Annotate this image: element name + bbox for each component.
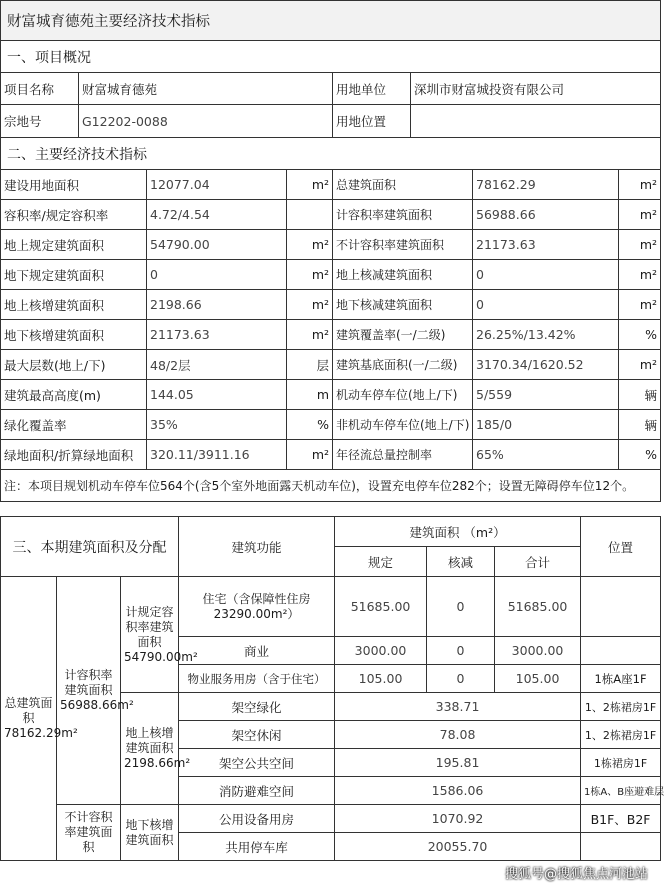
merged-value: 1070.92 (335, 805, 581, 833)
unit-cell: 辆 (619, 410, 661, 440)
merged-value: 338.71 (335, 693, 581, 721)
unit-cell: % (619, 320, 661, 350)
position-cell (581, 637, 661, 665)
indicator-note: 注：本项目规划机动车停车位564个(含5个室外地面露天机动车位)，设置充电停车位282个；设置无障碍停车位12个。 (1, 470, 661, 502)
value-cell: 65% (473, 440, 619, 470)
unit-cell (287, 200, 333, 230)
above-add-label: 地上核增建筑面积2198.66m² (121, 693, 179, 805)
page-title: 财富城育德苑主要经济技术指标 (1, 1, 661, 41)
position-cell: 1栋A座1F (581, 665, 661, 693)
unit-cell: % (287, 410, 333, 440)
position-cell: 1、2栋裙房1F (581, 721, 661, 749)
unit-cell: m² (619, 200, 661, 230)
merged-value: 20055.70 (335, 833, 581, 861)
col-header-area: 建筑面积 （m²） (335, 517, 581, 547)
reduce-value: 0 (427, 637, 495, 665)
table-row (1, 410, 661, 440)
position-cell (581, 577, 661, 637)
label-cell: 宗地号 (1, 105, 79, 138)
value-cell: 深圳市财富城投资有限公司 (411, 73, 661, 105)
unit-cell: m² (287, 170, 333, 200)
project-overview-table (0, 0, 661, 138)
unit-cell: m² (619, 290, 661, 320)
label-cell: 地下规定建筑面积 (1, 260, 147, 290)
function-cell: 公用设备用房 (179, 805, 335, 833)
section-heading-indicators: 二、主要经济技术指标 (1, 138, 661, 170)
value-cell: 35% (147, 410, 287, 440)
unit-cell: m² (287, 290, 333, 320)
table-row (1, 230, 661, 260)
table-row (1, 380, 661, 410)
position-cell (581, 833, 661, 861)
value-cell (411, 105, 661, 138)
label-cell: 建设用地面积 (1, 170, 147, 200)
value-cell: 财富城育德苑 (79, 73, 333, 105)
table-row (1, 105, 661, 138)
col-header-rule: 规定 (335, 547, 427, 577)
value-cell: 144.05 (147, 380, 287, 410)
label-cell: 建筑基底面积(一/二级) (333, 350, 473, 380)
label-cell: 机动车停车位(地上/下) (333, 380, 473, 410)
col-header-total: 合计 (495, 547, 581, 577)
function-cell: 架空休闲 (179, 721, 335, 749)
value-cell: 4.72/4.54 (147, 200, 287, 230)
label-cell: 总建筑面积 (333, 170, 473, 200)
value-cell: 54790.00 (147, 230, 287, 260)
table-row (1, 260, 661, 290)
table-row (1, 200, 661, 230)
col-header-position: 位置 (581, 517, 661, 577)
merged-value: 195.81 (335, 749, 581, 777)
unit-cell: % (619, 440, 661, 470)
value-cell: 185/0 (473, 410, 619, 440)
value-cell: 56988.66 (473, 200, 619, 230)
unit-cell: 层 (287, 350, 333, 380)
reduce-value: 0 (427, 577, 495, 637)
unit-cell: m² (619, 170, 661, 200)
unit-cell: m² (619, 260, 661, 290)
position-cell: 1、2栋裙房1F (581, 693, 661, 721)
position-cell: 1栋裙房1F (581, 749, 661, 777)
col-header-function: 建筑功能 (179, 517, 335, 577)
label-cell: 容积率/规定容积率 (1, 200, 147, 230)
value-cell: 0 (147, 260, 287, 290)
unit-cell: m² (287, 230, 333, 260)
unit-cell: m² (287, 440, 333, 470)
function-cell: 消防避难空间 (179, 777, 335, 805)
value-cell: 78162.29 (473, 170, 619, 200)
area-distribution-table (0, 516, 664, 861)
col-header-reduce: 核减 (427, 547, 495, 577)
label-cell: 绿化覆盖率 (1, 410, 147, 440)
label-cell: 项目名称 (1, 73, 79, 105)
watermark: 搜狐号@搜狐焦点河池站 (504, 867, 648, 882)
label-cell: 非机动车停车位(地上/下) (333, 410, 473, 440)
value-cell: G12202-0088 (79, 105, 333, 138)
function-cell: 共用停车库 (179, 833, 335, 861)
label-cell: 地下核增建筑面积 (1, 320, 147, 350)
unit-cell: m² (287, 320, 333, 350)
label-cell: 用地位置 (333, 105, 411, 138)
label-cell: 地上核增建筑面积 (1, 290, 147, 320)
section-heading-distribution: 三、本期建筑面积及分配 (1, 517, 179, 577)
merged-value: 78.08 (335, 721, 581, 749)
function-cell: 架空公共空间 (179, 749, 335, 777)
table-row (1, 73, 661, 105)
table-row (1, 170, 661, 200)
table-row (1, 290, 661, 320)
label-cell: 地上规定建筑面积 (1, 230, 147, 260)
table-row (1, 440, 661, 470)
unit-cell: m (287, 380, 333, 410)
unit-cell: m² (619, 350, 661, 380)
position-cell: B1F、B2F (581, 805, 661, 833)
total-value: 51685.00 (495, 577, 581, 637)
label-cell: 计容积率建筑面积 (333, 200, 473, 230)
economic-indicators-table (0, 137, 661, 502)
value-cell: 0 (473, 260, 619, 290)
unit-cell: 辆 (619, 380, 661, 410)
rule-value: 105.00 (335, 665, 427, 693)
rule-value: 51685.00 (335, 577, 427, 637)
value-cell: 21173.63 (473, 230, 619, 260)
table-row (1, 320, 661, 350)
function-cell: 商业 (179, 637, 335, 665)
value-cell: 2198.66 (147, 290, 287, 320)
function-cell: 住宅（含保障性住房23290.00m²） (179, 577, 335, 637)
fa-area-label: 计容积率建筑面积56988.66m² (57, 577, 121, 805)
nonfa-area-label: 不计容积率建筑面积 (57, 805, 121, 861)
value-cell: 0 (473, 290, 619, 320)
value-cell: 26.25%/13.42% (473, 320, 619, 350)
unit-cell: m² (287, 260, 333, 290)
label-cell: 建筑覆盖率(一/二级) (333, 320, 473, 350)
label-cell: 地下核减建筑面积 (333, 290, 473, 320)
value-cell: 3170.34/1620.52 (473, 350, 619, 380)
function-cell: 物业服务用房（含于住宅） (179, 665, 335, 693)
section-heading-overview: 一、项目概况 (1, 41, 661, 73)
label-cell: 地上核减建筑面积 (333, 260, 473, 290)
reduce-value: 0 (427, 665, 495, 693)
merged-value: 1586.06 (335, 777, 581, 805)
total-value: 105.00 (495, 665, 581, 693)
total-value: 3000.00 (495, 637, 581, 665)
unit-cell: m² (619, 230, 661, 260)
label-cell: 年径流总量控制率 (333, 440, 473, 470)
value-cell: 320.11/3911.16 (147, 440, 287, 470)
value-cell: 48/2层 (147, 350, 287, 380)
table-row (1, 350, 661, 380)
value-cell: 21173.63 (147, 320, 287, 350)
rule-area-label: 计规定容积率建筑面积54790.00m² (121, 577, 179, 693)
below-add-label: 地下核增建筑面积 (121, 805, 179, 861)
value-cell: 5/559 (473, 380, 619, 410)
value-cell: 12077.04 (147, 170, 287, 200)
total-area-label: 总建筑面积78162.29m² (1, 577, 57, 861)
label-cell: 绿地面积/折算绿地面积 (1, 440, 147, 470)
label-cell: 用地单位 (333, 73, 411, 105)
function-cell: 架空绿化 (179, 693, 335, 721)
label-cell: 最大层数(地上/下) (1, 350, 147, 380)
position-cell: 1栋A、B座避难层 (581, 777, 661, 805)
rule-value: 3000.00 (335, 637, 427, 665)
label-cell: 不计容积率建筑面积 (333, 230, 473, 260)
label-cell: 建筑最高高度(m) (1, 380, 147, 410)
